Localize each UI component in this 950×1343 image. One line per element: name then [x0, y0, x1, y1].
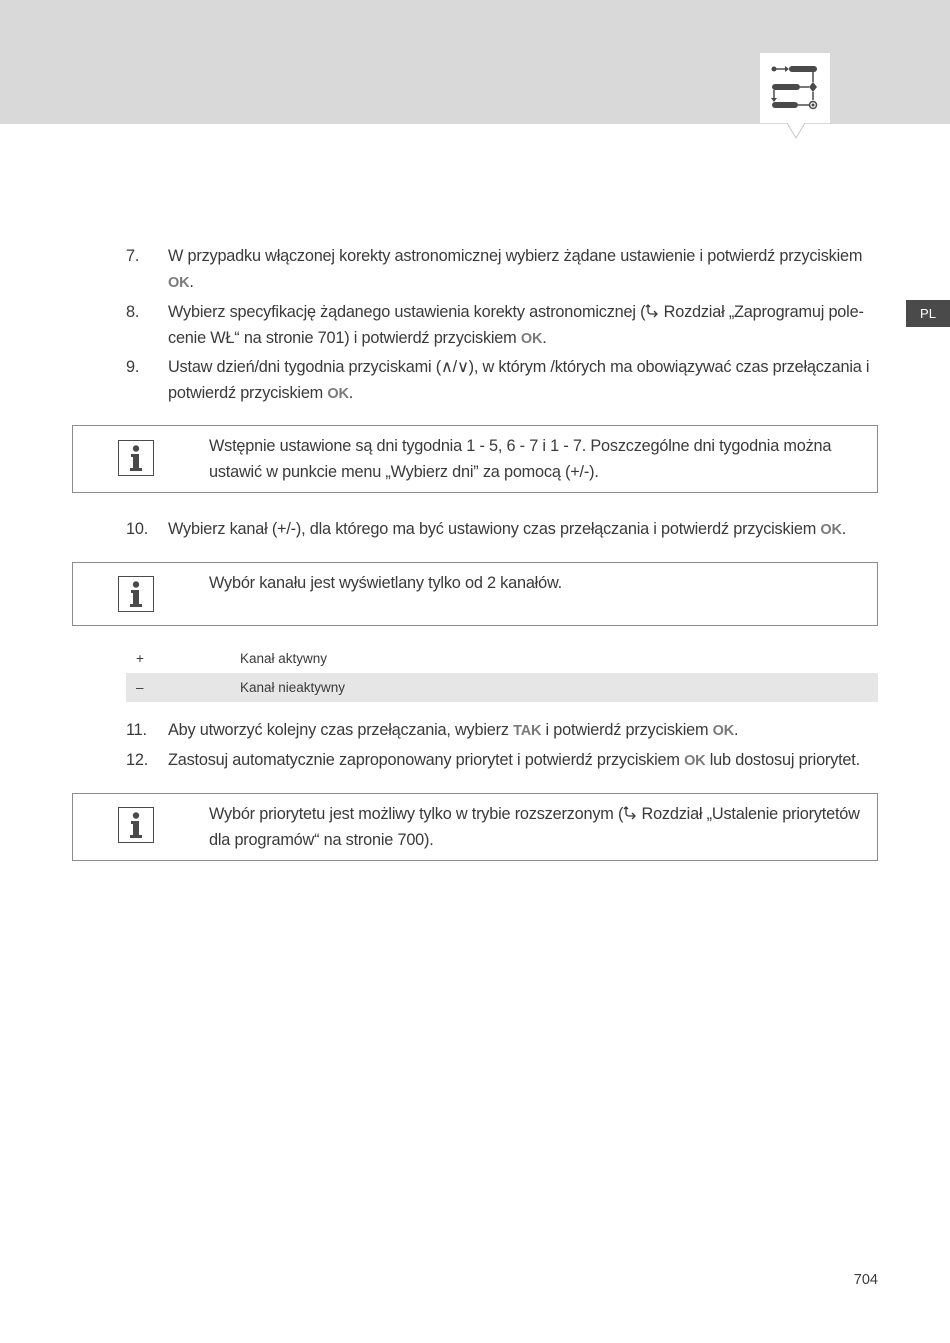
channel-label: Kanał aktywny	[240, 651, 328, 666]
step-number: 8.	[126, 303, 140, 321]
info-note	[72, 425, 878, 493]
step-8: 8. Wybierz specyfikację żądanego ustawienia korekty astronomicznej ( Rozdział „Zaprogramuj pole-cenie WŁ“ na stronie 701) i potwierdź przyciskiem OK.	[126, 299, 886, 352]
step-text: Zastosuj automatycznie zaproponowany priorytet i potwierdź przyciskiem	[168, 751, 685, 769]
step-9: 9. Ustaw dzień/dni tygodnia przyciskami (∧/∨), w którym /których ma obowiązywać czas przełączania i potwierdź przyciskiem OK.	[126, 354, 886, 407]
step-text: Wybierz kanał (+/-), dla którego ma być ustawiony czas przełączania i potwierdź przyciskiem	[168, 520, 821, 538]
step-text: Ustaw dzień/dni tygodnia przyciskami (∧/∨), w którym /których ma obowiązywać czas przełączania i potwierdź przyciskiem	[168, 358, 870, 402]
step-number: 7.	[126, 247, 140, 265]
step-11: 11. Aby utworzyć kolejny czas przełączania, wybierz TAK i potwierdź przyciskiem OK.	[126, 717, 886, 744]
channel-row-active	[126, 644, 878, 673]
chapter-link[interactable]: Rozdział „Zaprogramuj pole-cenie WŁ“ na stronie 701) i potwierdź przyciskiem	[168, 303, 864, 347]
step-number: 10.	[126, 520, 149, 538]
ok-button-label: OK	[820, 522, 842, 538]
step-10: 10. Wybierz kanał (+/-), dla którego ma być ustawiony czas przełączania i potwierdź przyciskiem OK.	[126, 516, 886, 543]
language-tab: PL	[906, 300, 950, 327]
step-7: 7. W przypadku włączonej korekty astronomicznej wybierz żądane ustawienie i potwierdź przyciskiem OK.	[126, 243, 886, 296]
program-flow-icon	[760, 53, 830, 123]
ok-button-label: OK	[327, 386, 349, 402]
ok-button-label: OK	[520, 331, 543, 347]
step-number: 9.	[126, 358, 140, 376]
step-12: 12. Zastosuj automatycznie zaproponowany priorytet i potwierdź przyciskiem OK lub dostosuj priorytet.	[126, 747, 886, 774]
ok-button-label: OK	[712, 723, 735, 739]
channel-row-inactive	[126, 673, 878, 702]
ok-button-label: OK	[684, 753, 706, 769]
step-text: Wybierz specyfikację żądanego ustawienia korekty astronomicznej (	[168, 303, 646, 321]
channel-symbol: –	[136, 680, 144, 695]
info-icon	[118, 440, 154, 476]
step-number: 11.	[126, 721, 147, 739]
reference-arrow-icon	[645, 304, 659, 318]
page-number: 704	[853, 1272, 878, 1288]
step-text: Aby utworzyć kolejny czas przełączania, wybierz	[168, 721, 514, 739]
step-number: 12.	[126, 751, 149, 769]
ok-button-label: OK	[168, 275, 190, 291]
chapter-link[interactable]: Rozdział „Ustalenie priorytetów dla programów“ na stronie 700).	[209, 805, 860, 849]
note-text: Wybór kanału jest wyświetlany tylko od 2 kanałów.	[209, 574, 562, 592]
callout-pointer	[786, 122, 806, 140]
channel-label: Kanał nieaktywny	[240, 680, 346, 695]
note-text: Wstępnie ustawione są dni tygodnia 1 - 5, 6 - 7 i 1 - 7. Poszczególne dni tygodnia można ustawić w punkcie menu „Wybierz dni” za pomocą (+/-).	[209, 437, 832, 481]
note-text: Wybór priorytetu jest możliwy tylko w trybie rozszerzonym ( Rozdział „Ustalenie priorytetów dla programów“ na stronie 700).	[209, 805, 860, 849]
info-note	[72, 793, 878, 861]
step-text: W przypadku włączonej korekty astronomicznej wybierz żądane ustawienie i potwierdź przyciskiem	[168, 247, 863, 265]
reference-arrow-icon	[623, 806, 637, 820]
channel-symbol: +	[136, 651, 144, 666]
tak-option-label: TAK	[513, 723, 542, 739]
info-icon	[118, 576, 154, 612]
info-note	[72, 562, 878, 626]
info-icon	[118, 807, 154, 843]
